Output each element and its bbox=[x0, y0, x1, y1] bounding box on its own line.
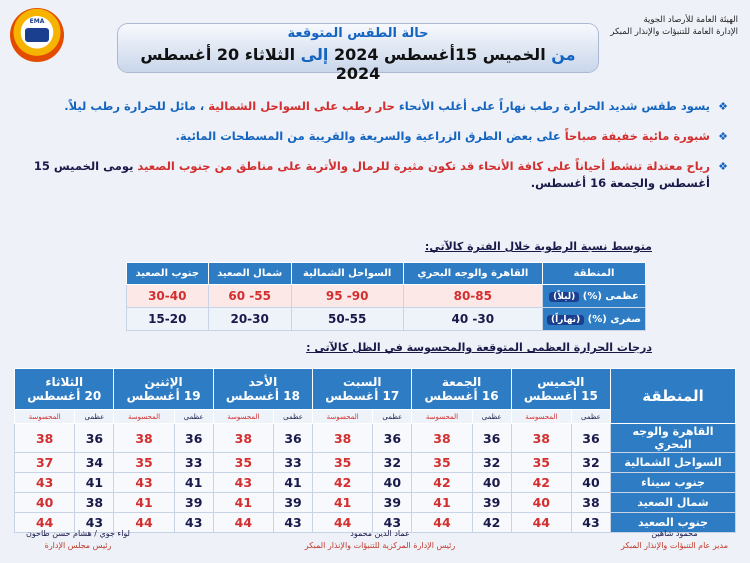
max-temp-cell: 40 bbox=[472, 473, 511, 493]
signature-name: لواء جوي / هشام حسن طاحون bbox=[26, 529, 130, 538]
temperature-row bbox=[15, 424, 736, 453]
logo-text: EMA bbox=[29, 18, 45, 25]
max-temp-cell: 36 bbox=[273, 424, 312, 453]
feels-like-cell: 37 bbox=[15, 453, 75, 473]
feels-like-cell: 35 bbox=[313, 453, 373, 473]
feels-like-cell: 40 bbox=[511, 493, 571, 513]
feels-like-cell: 42 bbox=[313, 473, 373, 493]
bullet-3-part-2: يومى الخميس 15 أغسطس والجمعة 16 أغسطس. bbox=[33, 159, 710, 190]
temperature-table bbox=[14, 368, 736, 533]
day-header: الخميس 15 أغسطس bbox=[511, 369, 610, 410]
max-temp-cell: 39 bbox=[472, 493, 511, 513]
ema-logo bbox=[10, 8, 64, 62]
max-temp-cell: 39 bbox=[273, 493, 312, 513]
title-banner bbox=[118, 24, 598, 83]
humidity-min-period: (نهاراً) bbox=[547, 315, 584, 325]
max-temp-cell: 42 bbox=[472, 513, 511, 533]
humidity-col-north-coast: السواحل الشمالية bbox=[291, 263, 403, 285]
feels-subheader: المحسوسة bbox=[114, 410, 174, 424]
day-header: الإثنين 19 أغسطس bbox=[114, 369, 213, 410]
feels-like-cell: 41 bbox=[412, 493, 472, 513]
humidity-max-period: (ليلاً) bbox=[549, 292, 579, 302]
feels-like-cell: 44 bbox=[213, 513, 273, 533]
bullet-1-part-2: حار رطب على السواحل الشمالية bbox=[208, 99, 395, 113]
feels-like-cell: 35 bbox=[511, 453, 571, 473]
temperature-row bbox=[15, 493, 736, 513]
max-temp-cell: 40 bbox=[571, 473, 610, 493]
signature-1 bbox=[621, 528, 728, 552]
feels-like-cell: 41 bbox=[114, 493, 174, 513]
humidity-cell: 20-30 bbox=[208, 308, 291, 331]
temperature-region-label: القاهرة والوجه البحري bbox=[611, 424, 736, 453]
feels-like-cell: 41 bbox=[313, 493, 373, 513]
humidity-table bbox=[126, 262, 646, 331]
feels-like-cell: 38 bbox=[313, 424, 373, 453]
humidity-row-min bbox=[127, 308, 646, 331]
feels-like-cell: 35 bbox=[213, 453, 273, 473]
max-subheader: عظمى bbox=[273, 410, 312, 424]
max-temp-cell: 43 bbox=[75, 513, 114, 533]
temperature-region-label: السواحل الشمالية bbox=[611, 453, 736, 473]
max-temp-cell: 43 bbox=[273, 513, 312, 533]
bullet-2-part-2: على بعض الطرق الزراعية والسريعة والقريبة من المسطحات المائية. bbox=[175, 129, 565, 143]
feels-like-cell: 43 bbox=[15, 473, 75, 493]
humidity-header-row bbox=[127, 263, 646, 285]
diamond-bullet-icon: ❖ bbox=[718, 160, 728, 173]
humidity-col-south-upper: جنوب الصعيد bbox=[127, 263, 209, 285]
feels-subheader: المحسوسة bbox=[213, 410, 273, 424]
from-date: الخميس 15أغسطس 2024 bbox=[333, 45, 546, 64]
org-name bbox=[610, 14, 738, 38]
to-word: إلى bbox=[300, 45, 329, 64]
max-subheader: عظمى bbox=[75, 410, 114, 424]
from-word: من bbox=[551, 45, 576, 64]
diamond-bullet-icon: ❖ bbox=[718, 100, 728, 113]
max-temp-cell: 43 bbox=[174, 513, 213, 533]
bullet-wind bbox=[28, 158, 728, 192]
feels-subheader: المحسوسة bbox=[511, 410, 571, 424]
feels-like-cell: 43 bbox=[114, 473, 174, 493]
max-temp-cell: 36 bbox=[472, 424, 511, 453]
signature-title: مدير عام التنبؤات والإنذار المبكر bbox=[621, 541, 728, 550]
page-title: حالة الطقس المتوقعة bbox=[287, 26, 429, 41]
max-temp-cell: 43 bbox=[373, 513, 412, 533]
logo-emblem-icon bbox=[25, 28, 49, 42]
signature-name: محمود شاهين bbox=[651, 529, 698, 538]
feels-like-cell: 44 bbox=[313, 513, 373, 533]
feels-like-cell: 44 bbox=[511, 513, 571, 533]
signature-title: رئيس مجلس الإدارة bbox=[44, 541, 112, 550]
humidity-cell: 50-55 bbox=[291, 308, 403, 331]
feels-like-cell: 38 bbox=[114, 424, 174, 453]
feels-like-cell: 44 bbox=[15, 513, 75, 533]
feels-like-cell: 44 bbox=[114, 513, 174, 533]
max-subheader: عظمى bbox=[571, 410, 610, 424]
org-line-2: الإدارة العامة للتنبؤات والإنذار المبكر bbox=[610, 27, 738, 37]
max-subheader: عظمى bbox=[373, 410, 412, 424]
humidity-row-max bbox=[127, 285, 646, 308]
forecast-period bbox=[118, 45, 598, 83]
signature-title: رئيس الإدارة المركزية للتنبؤات والإنذار المبكر bbox=[304, 541, 456, 550]
day-header: الأحد 18 أغسطس bbox=[213, 369, 312, 410]
max-temp-cell: 43 bbox=[571, 513, 610, 533]
max-temp-cell: 32 bbox=[571, 453, 610, 473]
feels-like-cell: 38 bbox=[213, 424, 273, 453]
feels-subheader: المحسوسة bbox=[313, 410, 373, 424]
max-temp-cell: 41 bbox=[174, 473, 213, 493]
humidity-row-label bbox=[543, 285, 646, 308]
max-temp-cell: 34 bbox=[75, 453, 114, 473]
feels-like-cell: 40 bbox=[15, 493, 75, 513]
feels-like-cell: 35 bbox=[114, 453, 174, 473]
humidity-max-label: عظمى (%) bbox=[582, 290, 639, 302]
forecast-bullets bbox=[28, 98, 728, 205]
temperature-title: درجات الحرارة العظمى المتوقعة والمحسوسة في الظل كالآتى : bbox=[306, 341, 652, 354]
feels-like-cell: 38 bbox=[511, 424, 571, 453]
max-temp-cell: 33 bbox=[273, 453, 312, 473]
max-temp-cell: 39 bbox=[373, 493, 412, 513]
max-temp-cell: 36 bbox=[174, 424, 213, 453]
humidity-cell: 80-85 bbox=[403, 285, 542, 308]
humidity-title: متوسط نسبة الرطوبة خلال الفترة كالآتي: bbox=[424, 240, 652, 253]
humidity-min-label: صغرى (%) bbox=[587, 313, 642, 325]
temperature-region-label: جنوب سيناء bbox=[611, 473, 736, 493]
max-subheader: عظمى bbox=[174, 410, 213, 424]
max-temp-cell: 40 bbox=[373, 473, 412, 493]
feels-like-cell: 44 bbox=[412, 513, 472, 533]
max-temp-cell: 36 bbox=[571, 424, 610, 453]
day-header: الثلاثاء 20 أغسطس bbox=[15, 369, 114, 410]
max-subheader: عظمى bbox=[472, 410, 511, 424]
max-temp-cell: 32 bbox=[472, 453, 511, 473]
to-date: الثلاثاء 20 أغسطس 2024 bbox=[140, 45, 381, 83]
temperature-region-label: شمال الصعيد bbox=[611, 493, 736, 513]
feels-like-cell: 35 bbox=[412, 453, 472, 473]
humidity-cell: 30-40 bbox=[127, 285, 209, 308]
bullet-fog bbox=[28, 128, 728, 145]
max-temp-cell: 38 bbox=[571, 493, 610, 513]
feels-like-cell: 42 bbox=[511, 473, 571, 493]
signature-name: عماد الدين محمود bbox=[350, 529, 410, 538]
diamond-bullet-icon: ❖ bbox=[718, 130, 728, 143]
feels-like-cell: 43 bbox=[213, 473, 273, 493]
feels-like-cell: 41 bbox=[213, 493, 273, 513]
max-temp-cell: 33 bbox=[174, 453, 213, 473]
org-line-1: الهيئة العامة للأرصاد الجوية bbox=[643, 15, 738, 25]
signature-3 bbox=[26, 528, 130, 552]
humidity-cell: 30- 40 bbox=[403, 308, 542, 331]
max-temp-cell: 38 bbox=[75, 493, 114, 513]
bullet-2-part-1: شبورة مائية خفيفة صباحاً bbox=[564, 129, 710, 143]
humidity-col-cairo: القاهرة والوجه البحري bbox=[403, 263, 542, 285]
bullet-heat bbox=[28, 98, 728, 115]
day-header: السبت 17 أغسطس bbox=[313, 369, 412, 410]
max-temp-cell: 41 bbox=[273, 473, 312, 493]
humidity-cell: 90- 95 bbox=[291, 285, 403, 308]
temperature-row bbox=[15, 453, 736, 473]
max-temp-cell: 32 bbox=[373, 453, 412, 473]
feels-like-cell: 42 bbox=[412, 473, 472, 493]
temperature-row bbox=[15, 473, 736, 493]
max-temp-cell: 36 bbox=[373, 424, 412, 453]
bullet-1-part-3: ، مائل للحرارة رطب ليلاً. bbox=[64, 99, 209, 113]
feels-like-cell: 38 bbox=[412, 424, 472, 453]
max-temp-cell: 41 bbox=[75, 473, 114, 493]
humidity-row-label bbox=[543, 308, 646, 331]
feels-subheader: المحسوسة bbox=[412, 410, 472, 424]
temperature-region-label: جنوب الصعيد bbox=[611, 513, 736, 533]
humidity-cell: 55- 60 bbox=[208, 285, 291, 308]
max-temp-cell: 36 bbox=[75, 424, 114, 453]
temperature-days-row bbox=[15, 369, 736, 410]
bullet-1-part-1: يسود طقس شديد الحرارة رطب نهاراً على أغلب الأنحاء bbox=[394, 99, 710, 113]
humidity-col-region: المنطقة bbox=[543, 263, 646, 285]
humidity-col-north-upper: شمال الصعيد bbox=[208, 263, 291, 285]
day-header: الجمعة 16 أغسطس bbox=[412, 369, 511, 410]
humidity-cell: 15-20 bbox=[127, 308, 209, 331]
max-temp-cell: 39 bbox=[174, 493, 213, 513]
signature-2 bbox=[270, 528, 490, 552]
feels-subheader: المحسوسة bbox=[15, 410, 75, 424]
temperature-region-header: المنطقة bbox=[611, 369, 736, 424]
temperature-body bbox=[15, 424, 736, 533]
bullet-3-part-1: رياح معتدلة تنشط أحياناً على كافة الأنحاء قد تكون مثيرة للرمال والأتربة على مناطق من جنوب الصعيد bbox=[137, 159, 710, 173]
feels-like-cell: 38 bbox=[15, 424, 75, 453]
